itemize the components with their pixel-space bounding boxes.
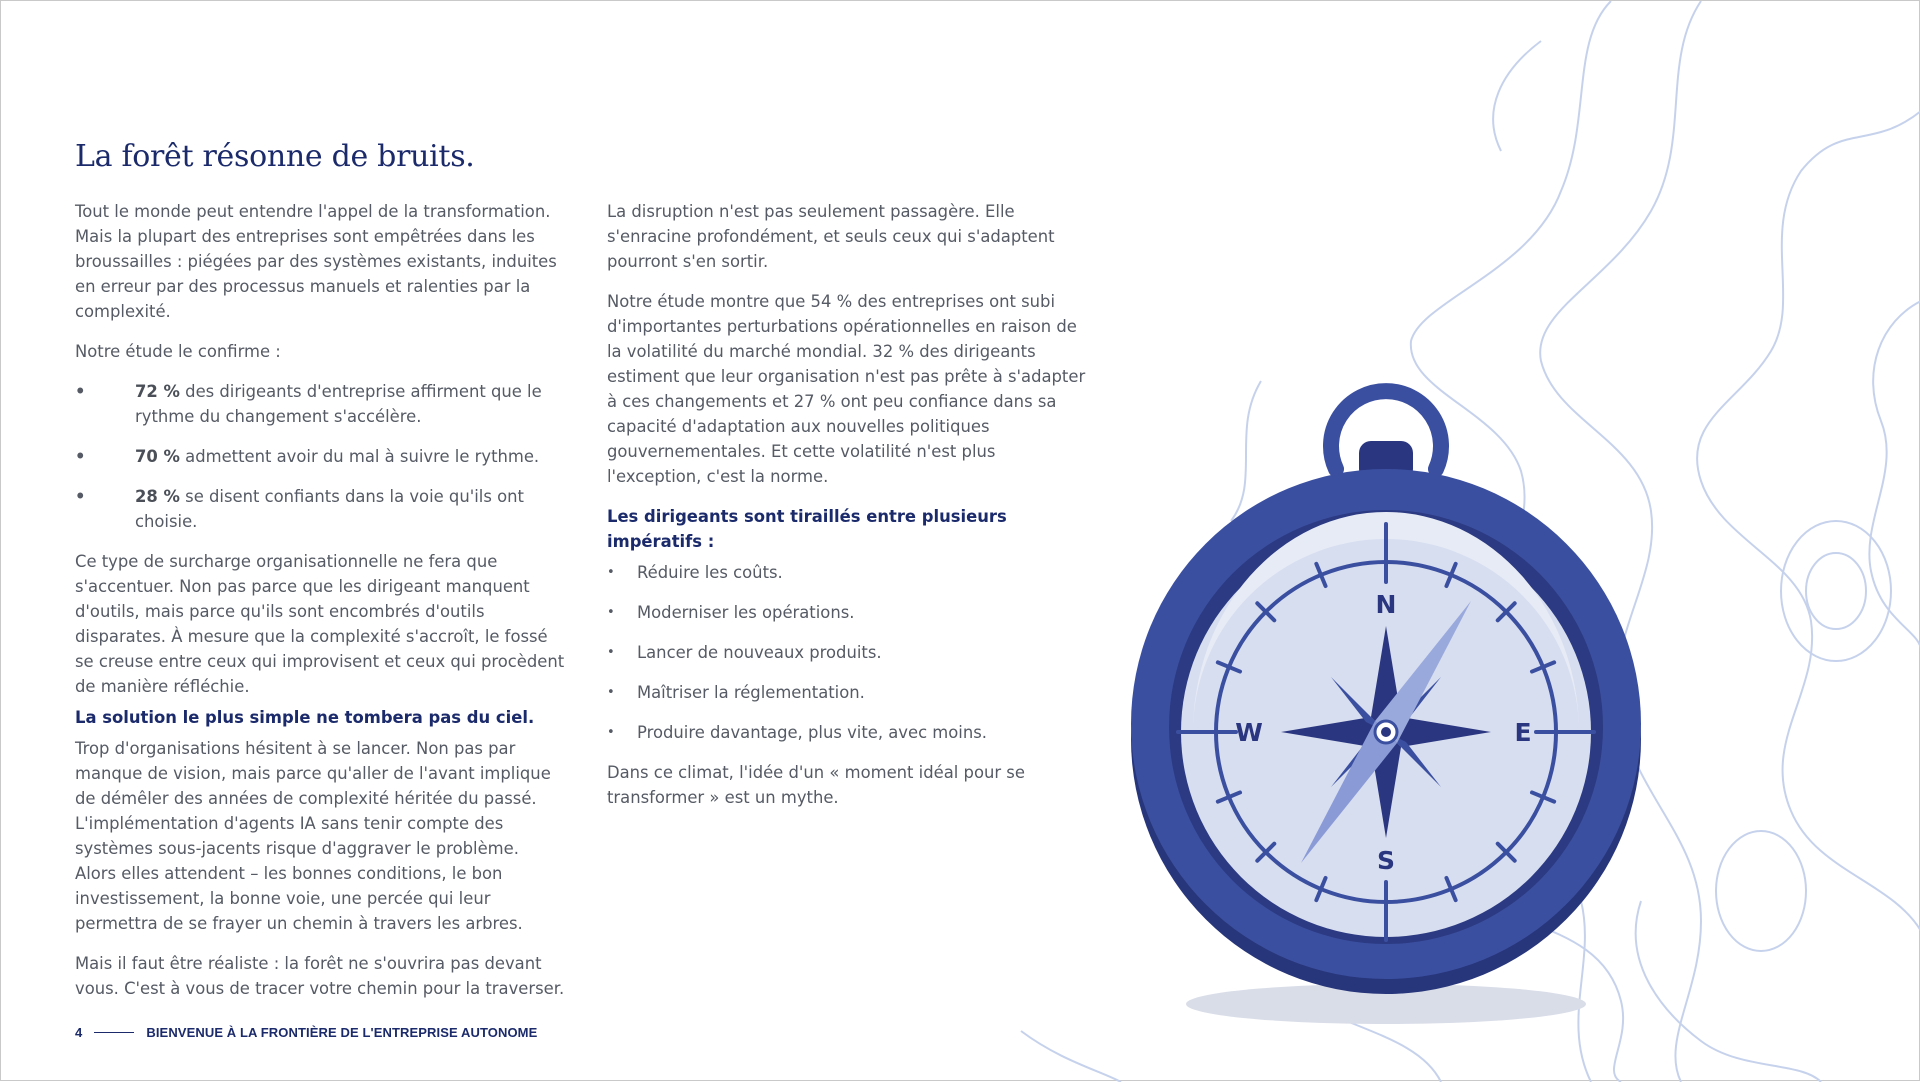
stat-text: des dirigeants d'entreprise affirment que le rythme du changement s'accélère. xyxy=(135,382,542,426)
imperatives-subheading: Les dirigeants sont tiraillés entre plusieurs impératifs : xyxy=(607,507,1007,551)
list-item: • Produire davantage, plus vite, avec moins. xyxy=(607,720,1087,745)
compass-label-east: E xyxy=(1514,718,1532,747)
stat-value: 28 % xyxy=(135,487,180,506)
list-item: • Maîtriser la réglementation. xyxy=(607,680,1087,705)
list-item: • Lancer de nouveaux produits. xyxy=(607,640,1087,665)
stat-value: 70 % xyxy=(135,447,180,466)
study-confirm-text: Notre étude le confirme : xyxy=(75,342,281,361)
list-item xyxy=(75,444,565,469)
study-paragraph: Notre étude montre que 54 % des entreprises ont subi d'importantes perturbations opérationnelles en raison de la volatilité du marché mondial. 32 % des dirigeants estiment que leur organisation n'est pas prête à s'adapter à ces changements et 27 % ont peu confiance dans sa capacité d'adaptation aux nouvelles politiques gouvernementales. Et cette volatilité n'est plus l'exception, c'est la norme. xyxy=(607,292,1086,486)
compass-label-north: N xyxy=(1375,590,1397,619)
hesitate-paragraph: Trop d'organisations hésitent à se lancer. Non pas par manque de vision, mais parce qu'aller de l'avant implique de démêler des années de complexité héritée du passé. L'implémentation d'agents IA sans tenir compte des systèmes sous-jacents risque d'aggraver le problème. Alors elles attendent – les bonnes conditions, le bon investissement, la bonne voie, une percée qui leur permettra de se frayer un chemin à travers les arbres. xyxy=(75,739,551,933)
compass-label-south: S xyxy=(1376,846,1396,875)
disruption-paragraph: La disruption n'est pas seulement passagère. Elle s'enracine profondément, et seuls ceux qui s'adaptent pourront s'en sortir. xyxy=(607,202,1055,271)
stat-value: 72 % xyxy=(135,382,180,401)
realistic-paragraph: Mais il faut être réaliste : la forêt ne s'ouvrira pas devant vous. C'est à vous de tracer votre chemin pour la traverser. xyxy=(75,954,565,998)
stats-list xyxy=(75,379,565,534)
list-item xyxy=(75,379,565,429)
left-column xyxy=(75,199,565,1016)
page-number: 4 xyxy=(75,1025,83,1040)
page-title: La forêt résonne de bruits. xyxy=(75,139,475,174)
list-item: • Réduire les coûts. xyxy=(607,560,1087,585)
closing-paragraph: Dans ce climat, l'idée d'un « moment idéal pour se transformer » est un mythe. xyxy=(607,763,1025,807)
stat-text: admettent avoir du mal à suivre le rythme. xyxy=(179,447,540,466)
overload-paragraph: Ce type de surcharge organisationnelle ne fera que s'accentuer. Non pas parce que les dirigeant manquent d'outils, mais parce qu'ils sont encombrés d'outils disparates. À mesure que la complexité s'accroît, le fossé se creuse entre ceux qui improvisent et ceux qui procèdent de manière réfléchie. xyxy=(75,552,565,696)
footer-rule xyxy=(94,1032,134,1033)
imperatives-list xyxy=(607,560,1087,745)
list-item: • Moderniser les opérations. xyxy=(607,600,1087,625)
stat-text: se disent confiants dans la voie qu'ils ont choisie. xyxy=(135,487,524,531)
right-column xyxy=(607,199,1087,825)
page-footer xyxy=(75,1025,537,1040)
compass-label-west: W xyxy=(1235,718,1263,747)
running-title: BIENVENUE À LA FRONTIÈRE DE L'ENTREPRISE AUTONOME xyxy=(146,1025,538,1040)
intro-paragraph: Tout le monde peut entendre l'appel de la transformation. Mais la plupart des entreprises sont empêtrées dans les broussailles : piégées par des systèmes existants, induites en erreur par des processus manuels et ralenties par la complexité. xyxy=(75,202,557,321)
solution-subheading: La solution le plus simple ne tombera pas du ciel. xyxy=(75,708,535,727)
list-item xyxy=(75,484,565,534)
